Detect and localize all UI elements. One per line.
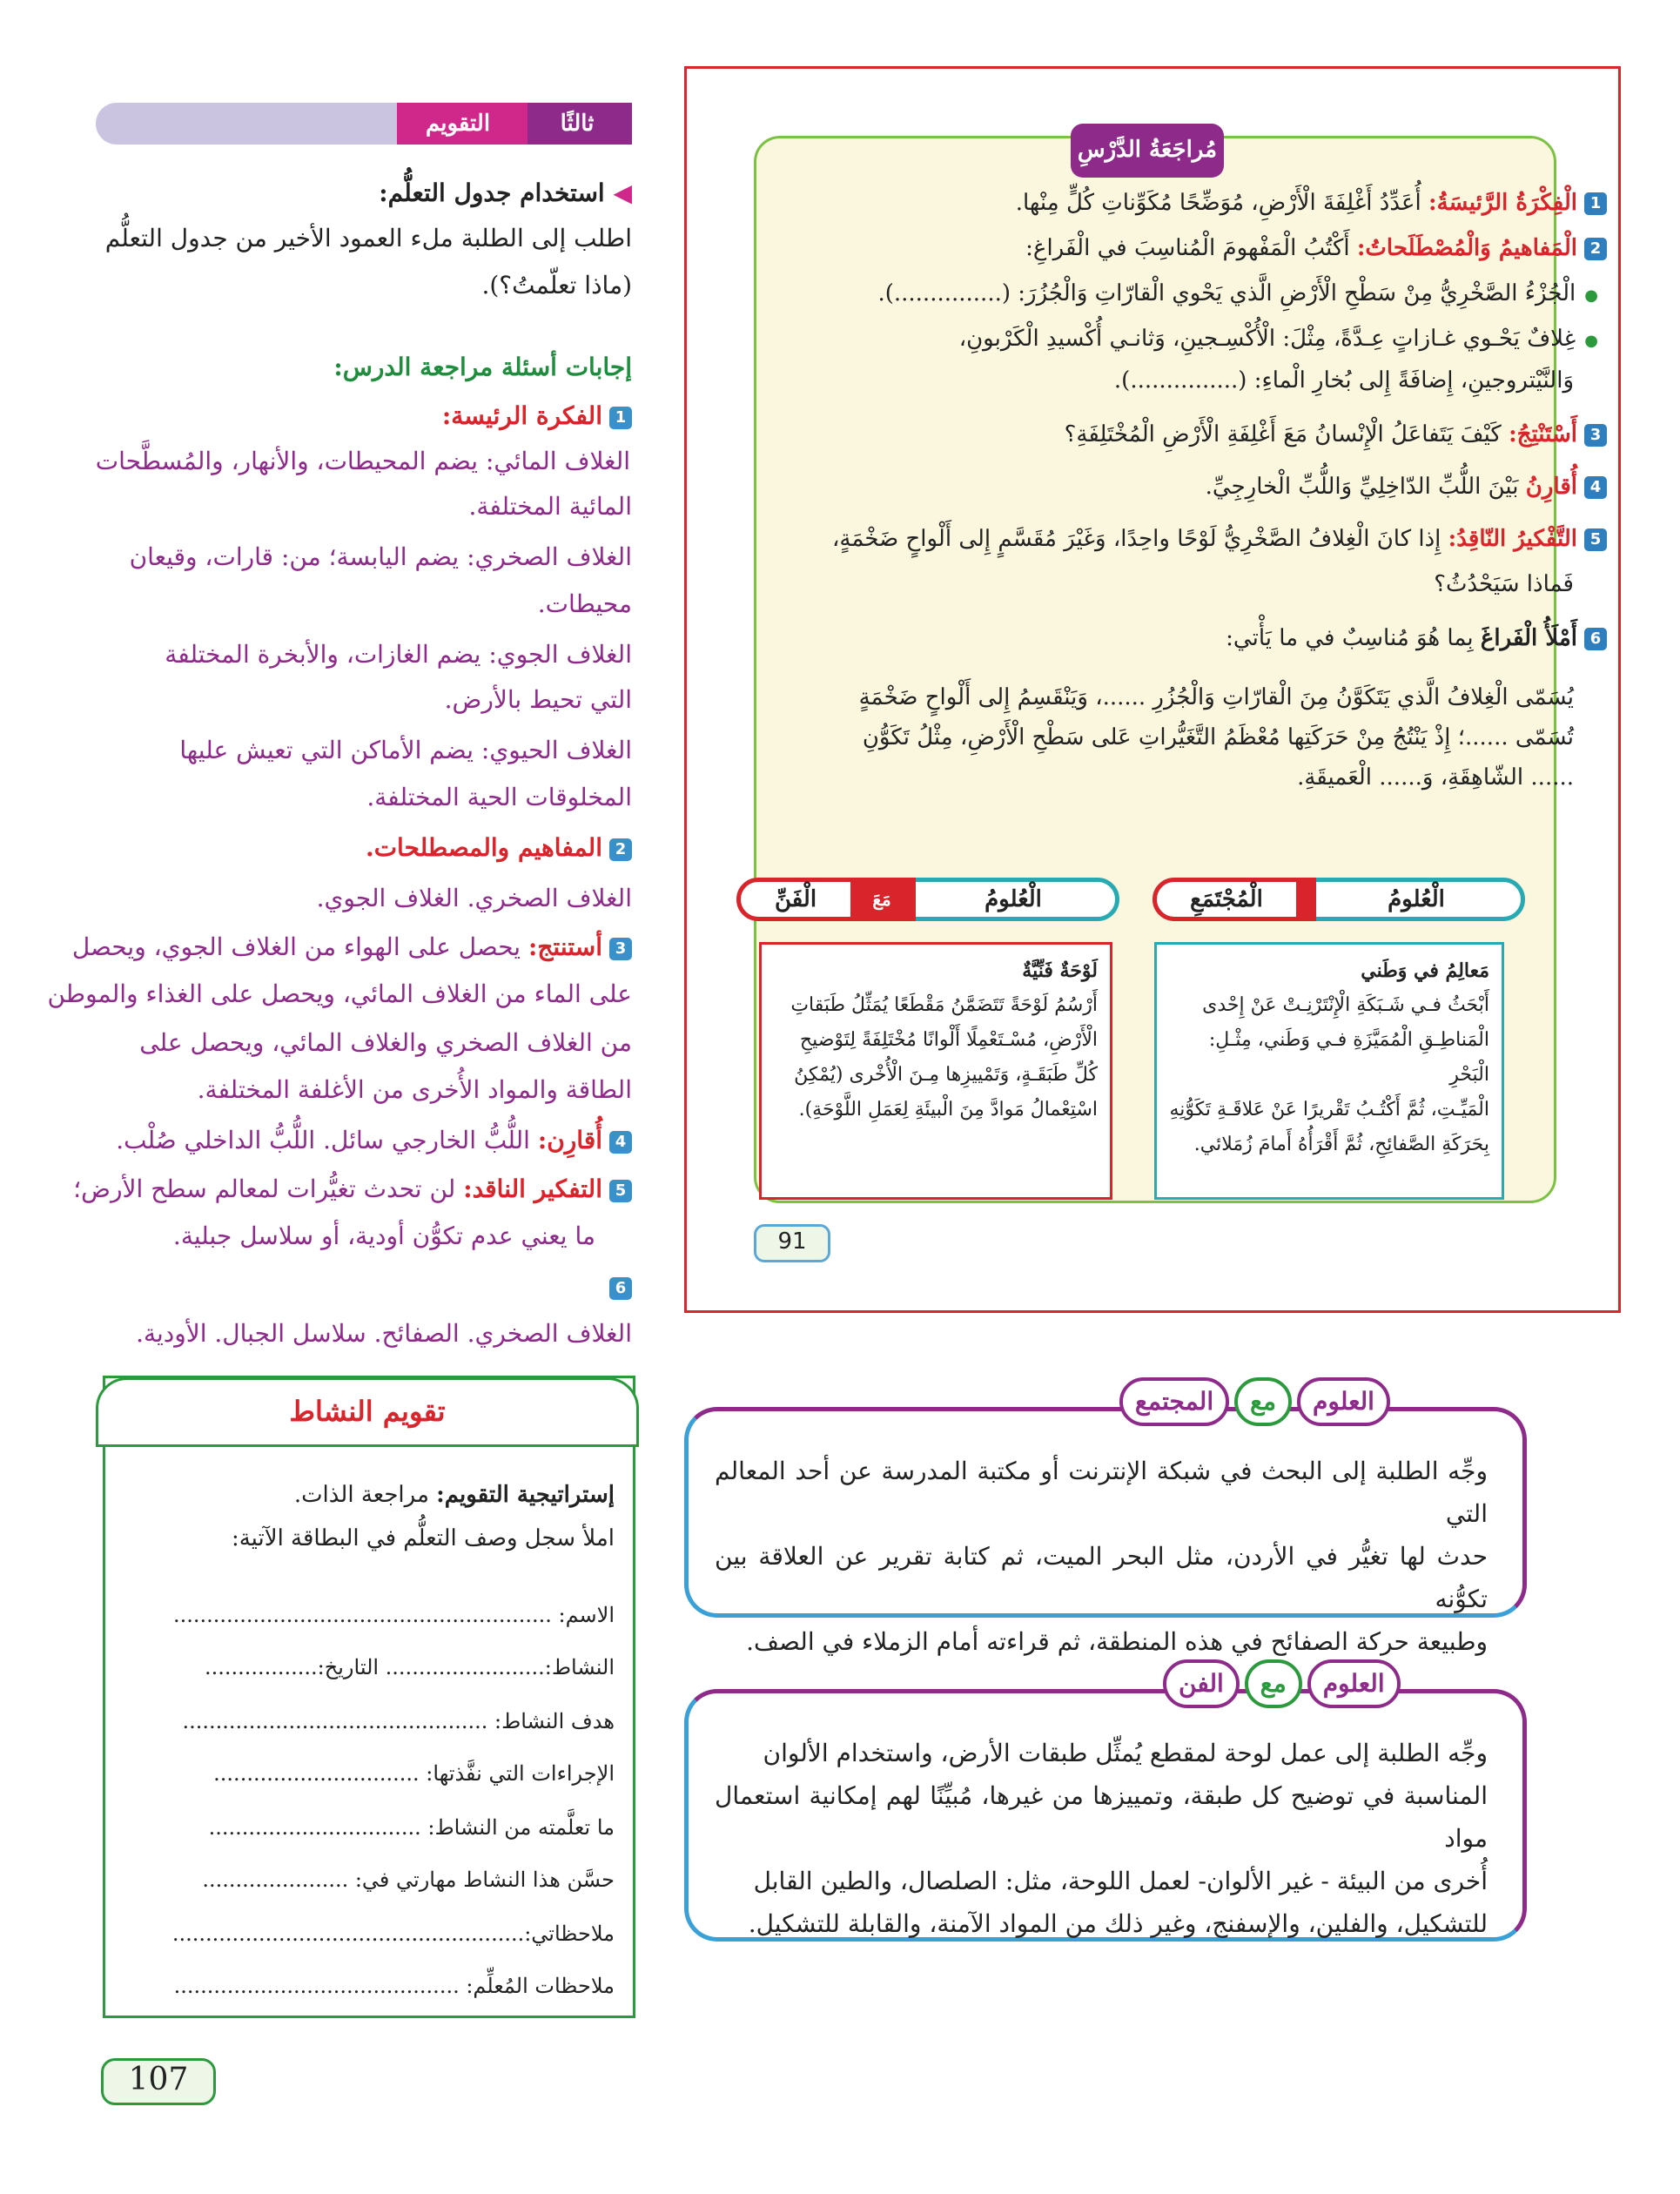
- box-line: بِحَرَكَةِ الصَّفائِحِ، ثُمَّ أَقْرَأُهُ أَمامَ زُمَلائي.: [1193, 1134, 1489, 1155]
- section-title: التقويم: [425, 111, 491, 137]
- ribbon-science-label: الْعُلومُ: [907, 878, 1119, 921]
- form-field-learned[interactable]: ما تعلَّمته من النشاط: ................................: [208, 1815, 615, 1840]
- answer-1-line: الغلاف الصخري: يضم اليابسة؛ من: قارات، وقيعان: [129, 542, 632, 571]
- section-number: ثالثًا: [560, 111, 595, 137]
- bullet-text: غِلافٌ يَحْـوي غـازاتٍ عِـدَّةً، مِثْلَ: الْأُكْسِـجينِ، وَثانـي أُكْسيدِ الْكَرْبونِ،: [958, 326, 1576, 352]
- callout-line: للتشكيل، والفلين، والإسفنج، وغير ذلك من المواد الآمنة، والقابلة للتشكيل.: [748, 1909, 1488, 1938]
- answer-1-line: المخلوقات الحية المختلفة.: [366, 783, 632, 811]
- learning-table-heading: [379, 171, 632, 216]
- answer-number: 6: [609, 1277, 632, 1300]
- question-1: [1016, 183, 1607, 223]
- lesson-review-tag: مُراجَعَةُ الدَّرْسِ: [1071, 124, 1224, 178]
- box-line: اسْتِعْمالُ مَوادَّ مِنَ الْبيئَةِ لِعَمَلِ اللَّوْحَةِ).: [798, 1099, 1098, 1121]
- heading-text: استخدام جدول التعلُّم:: [379, 178, 605, 207]
- question-4: [1206, 467, 1607, 507]
- question-2: [1025, 228, 1607, 268]
- question-5-cont: فَماذا سَيَحْدُثُ؟: [1434, 571, 1574, 597]
- form-field-my-notes[interactable]: ملاحظاتي:.....................................................: [171, 1921, 615, 1946]
- guide-page-number: 107: [101, 2058, 216, 2105]
- answer-3-line: على الماء من الغلاف المائي، ويحصل على الغذاء والموطن: [47, 979, 632, 1008]
- tag-society: المجتمع: [1119, 1377, 1229, 1426]
- answer-label: الفكرة الرئيسة:: [441, 401, 602, 430]
- question-number: 3: [1584, 424, 1607, 447]
- answer-1-line: الغلاف الجوي: يضم الغازات، والأبخرة المختلفة: [165, 640, 632, 669]
- answer-5-line: لن تحدث تغيُّرات لمعالم سطح الأرض؛: [73, 1174, 456, 1203]
- question-label: الْمَفاهيمُ وَالْمُصْطَلَحاتُ:: [1356, 235, 1577, 261]
- answer-2-text: الغلاف الصخري. الغلاف الجوي.: [316, 884, 632, 912]
- answer-3-line: يحصل على الهواء من الغلاف الجوي، ويحصل: [71, 932, 521, 961]
- box-title: لَوْحَةٌ فَنِّيَّةٌ: [1022, 959, 1098, 982]
- question-text: بَيْنَ اللُّبِّ الدّاخِلِيِّ وَاللُّبِّ الْخارِجِيِّ.: [1205, 474, 1519, 500]
- question-5: [832, 519, 1607, 559]
- evaluation-instruction: املأ سجل وصف التعلُّم في البطاقة الآتية:: [231, 1525, 615, 1551]
- question-text: أَكْتُبُ الْمَفْهومَ الْمُناسِبَ في الْفَراغِ:: [1025, 235, 1350, 261]
- answer-number: 2: [609, 838, 632, 861]
- answer-number: 4: [609, 1131, 632, 1154]
- answer-label: المفاهيم والمصطلحات.: [365, 833, 602, 862]
- answer-1-line: الغلاف المائي: يضم المحيطات، والأنهار، والمُسطَّحات: [95, 447, 630, 475]
- ribbon-art-label: الْفَنِّ: [736, 878, 855, 921]
- form-field-goal[interactable]: هدف النشاط: ..............................................: [182, 1709, 615, 1733]
- callout-line: وجِّه الطلبة إلى البحث في شبكة الإنترنت أو مكتبة المدرسة عن أحد المعالم التي: [715, 1457, 1488, 1528]
- callout-line: المناسبة في توضيح كل طبقة، وتمييزها من غيرها، مُبيِّنًا لهم إمكانية استعمال مواد: [715, 1781, 1488, 1853]
- question-text: أُعَدِّدُ أَغْلِفَةَ الْأَرْضِ، مُوَضِّحًا مُكَوِّناتِ كُلٍّ مِنْها.: [1015, 190, 1421, 216]
- tag-science: العلوم: [1297, 1377, 1390, 1426]
- question-text: إِذا كانَ الْغِلافُ الصَّخْرِيُّ لَوْحًا واحِدًا، وَغَيْرَ مُقَسَّمٍ إِلى أَلْواحٍ ضَخْمَةٍ،: [831, 526, 1441, 552]
- question-label: التَّفْكيرُ النّاقِدُ:: [1448, 526, 1577, 552]
- society-activity-box: [1154, 942, 1504, 1200]
- answer-3: [72, 925, 632, 970]
- ribbon-science-label: الْعُلومُ: [1307, 878, 1525, 921]
- answer-4-text: اللُّبُّ الخارجي سائل. اللُّبُّ الداخلي صُلْب.: [116, 1126, 530, 1154]
- answer-3-line: الطاقة والمواد الأُخرى من الأغلفة المختلفة.: [197, 1075, 632, 1104]
- learning-table-line-1: اطلب إلى الطلبة ملء العمود الأخير من جدول التعلُّم: [104, 224, 632, 252]
- art-activity-box: [759, 942, 1112, 1200]
- box-line: الْأَرْضِ، مُسْـتَعْمِلًا أَلْوانًا مُخْتَلِفَةً لِتَوْضيحِ: [799, 1029, 1098, 1051]
- answer-number: 3: [609, 938, 632, 960]
- question-2-bullet-1: [877, 273, 1598, 316]
- book-page-number: 91: [754, 1224, 830, 1262]
- strategy-label: إستراتيجية التقويم:: [436, 1482, 615, 1508]
- science-art-tag: [1163, 1659, 1401, 1708]
- answers-heading: إجابات أسئلة مراجعة الدرس:: [333, 353, 632, 381]
- answer-2-heading: [366, 825, 632, 871]
- callout-line: وجِّه الطلبة إلى عمل لوحة لمقطع يُمثِّل طبقات الأرض، واستخدام الألوان: [763, 1739, 1488, 1767]
- question-2-bullet-2: [959, 319, 1598, 361]
- question-2-bullet-2-cont: وَالنَّيْتروجينِ، إِضافَةً إِلى بُخارِ الْماءِ: (...............).: [1113, 367, 1574, 394]
- answer-1-line: محيطات.: [537, 589, 632, 618]
- question-6-line-3: ...... الشّاهِقَةِ، وَ...... الْعَميقَةِ.: [1297, 764, 1574, 791]
- box-title: مَعالِمُ في وَطَني: [1361, 959, 1489, 982]
- answer-3-line: من الغلاف الصخري والغلاف المائي، ويحصل على: [139, 1028, 632, 1057]
- answer-number: 1: [609, 407, 632, 429]
- answer-6-text: الغلاف الصخري. الصفائح. سلاسل الجبال. الأودية.: [136, 1319, 632, 1348]
- form-field-name[interactable]: الاسم: .........................................................: [173, 1603, 615, 1627]
- callout-line: حدث لها تغيُّر في الأردن، مثل البحر الميت، ثم كتابة تقرير عن العلاقة بين تكوُّنه: [715, 1542, 1488, 1613]
- form-field-activity-date[interactable]: النشاط:........................ التاريخ:.................: [204, 1655, 615, 1679]
- callout-line: وطبيعة حركة الصفائح في هذه المنطقة، ثم قراءته أمام الزملاء في الصف.: [746, 1627, 1488, 1656]
- answer-label: أستنتج:: [528, 932, 602, 961]
- triangle-bullet-icon: ◀: [613, 178, 632, 207]
- science-art-callout: [684, 1689, 1527, 1942]
- box-line: كُلِّ طَبَقَـةٍ، وَتَمْييزِها مِـنَ الْأُخْرى (يُمْكِنُ: [794, 1064, 1098, 1086]
- question-6-line-2: تُسَمّى ......؛ إِذْ يَنْتُجُ مِنْ حَرَكَتِها مُعْظَمُ التَّغَيُّراتِ عَلى سَطْحِ الْأَرْضِ، مِثْلُ تَكَوُّنِ: [862, 724, 1574, 750]
- answer-label: أُقارِن:: [537, 1126, 602, 1154]
- form-field-skills[interactable]: حسَّن هذا النشاط مهارتي في: ......................: [202, 1868, 615, 1892]
- question-3: [1065, 414, 1607, 454]
- box-line: أَبْحَثُ فـي شَـبَكَةِ الْإِنْتَرْنِـتْ عَنْ إِحْدى: [1202, 994, 1489, 1016]
- ribbon-society-label: الْمُجْتَمَعِ: [1152, 878, 1300, 921]
- form-field-procedures[interactable]: الإجراءات التي نفَّذتها: ...............................: [213, 1761, 615, 1786]
- tag-science: العلوم: [1307, 1659, 1401, 1708]
- question-label: أُقارِنُ: [1525, 474, 1577, 500]
- question-number: 4: [1584, 476, 1607, 499]
- evaluation-section-header: [96, 103, 632, 145]
- question-label: أَسْتَنْتِجُ:: [1509, 421, 1577, 448]
- question-number: 1: [1584, 192, 1607, 215]
- tag-with: مع: [1234, 1377, 1292, 1426]
- answer-label: التفكير الناقد:: [463, 1174, 602, 1203]
- answer-1-heading: [442, 394, 632, 439]
- evaluation-strategy: [294, 1480, 615, 1510]
- answer-1-line: المائية المختلفة.: [468, 492, 632, 521]
- answer-1-line: التي تحيط بالأرض.: [444, 685, 632, 714]
- question-6: [1226, 618, 1607, 658]
- question-6-line-1: يُسَمّى الْغِلافُ الَّذي يَتَكَوَّنُ مِنَ الْقارّاتِ وَالْجُزُرِ ......، وَيَنْقَسِمُ إِلى أَلْواحٍ ضَخْمَةٍ: [858, 684, 1574, 710]
- answer-1-line: الغلاف الحيوي: يضم الأماكن التي تعيش عليها: [179, 736, 632, 764]
- strategy-value: مراجعة الذات.: [293, 1482, 429, 1508]
- activity-evaluation-title: تقويم النشاط: [96, 1377, 639, 1447]
- tag-art: الفن: [1163, 1659, 1240, 1708]
- question-number: 2: [1584, 238, 1607, 260]
- question-text: بِما هُوَ مُناسِبٌ في ما يَأْتي:: [1226, 625, 1474, 651]
- question-label: الْفِكْرَةُ الرَّئيسَةُ:: [1428, 190, 1577, 216]
- question-text: كَيْفَ يَتَفاعَلُ الْإِنْسانُ مَعَ أَغْلِفَةِ الْأَرْضِ الْمُخْتَلِفَةِ؟: [1064, 421, 1502, 448]
- science-art-ribbon: [736, 872, 1119, 926]
- box-line: أَرْسُمُ لَوْحَةً تَتَضَمَّنُ مَقْطَعًا يُمَثِّلُ طَبَقاتِ: [790, 994, 1098, 1016]
- box-line: الْمَيِّـتِ، ثُمَّ أَكْتُـبُ تَقْريرًا عَنْ عَلاقَـةِ تَكَوُّنِهِ: [1169, 1099, 1489, 1121]
- science-society-ribbon: [1152, 872, 1525, 926]
- answer-5: [73, 1167, 632, 1212]
- ribbon-with-label: مَعَ: [848, 878, 916, 921]
- callout-line: أُخرى من البيئة - غير الألوان- لعمل اللوحة، مثل: الصلصال، والطين القابل: [753, 1867, 1488, 1895]
- answer-6-heading: [602, 1264, 632, 1309]
- answer-4: [116, 1118, 632, 1163]
- bullet-text: الْجُزْءُ الصَّخْرِيُّ مِنْ سَطْحِ الْأَرْضِ الَّذي يَحْوي الْقارّاتِ وَالْجُزُرَ: (...............).: [877, 280, 1576, 306]
- science-society-tag: [1119, 1377, 1390, 1426]
- question-label: أَمْلَأُ الْفَراغَ: [1480, 625, 1577, 651]
- form-field-teacher-notes[interactable]: ملاحظات المُعلِّم: ...........................................: [173, 1974, 615, 1998]
- learning-table-line-2: (ماذا تعلّمتُ؟).: [481, 271, 632, 299]
- box-line: الْمَناطِـقِ الْمُمَيَّزَةِ فـي وَطَني، مِثْـلِ: الْبَحْرِ: [1208, 1029, 1489, 1086]
- answer-5-line: ما يعني عدم تكوُّن أودية، أو سلاسل جبلية.: [172, 1222, 595, 1250]
- review-questions: [763, 183, 1607, 879]
- tag-with: مع: [1245, 1659, 1302, 1708]
- science-society-callout: [684, 1407, 1527, 1656]
- answer-number: 5: [609, 1180, 632, 1202]
- question-number: 6: [1584, 628, 1607, 650]
- question-number: 5: [1584, 528, 1607, 551]
